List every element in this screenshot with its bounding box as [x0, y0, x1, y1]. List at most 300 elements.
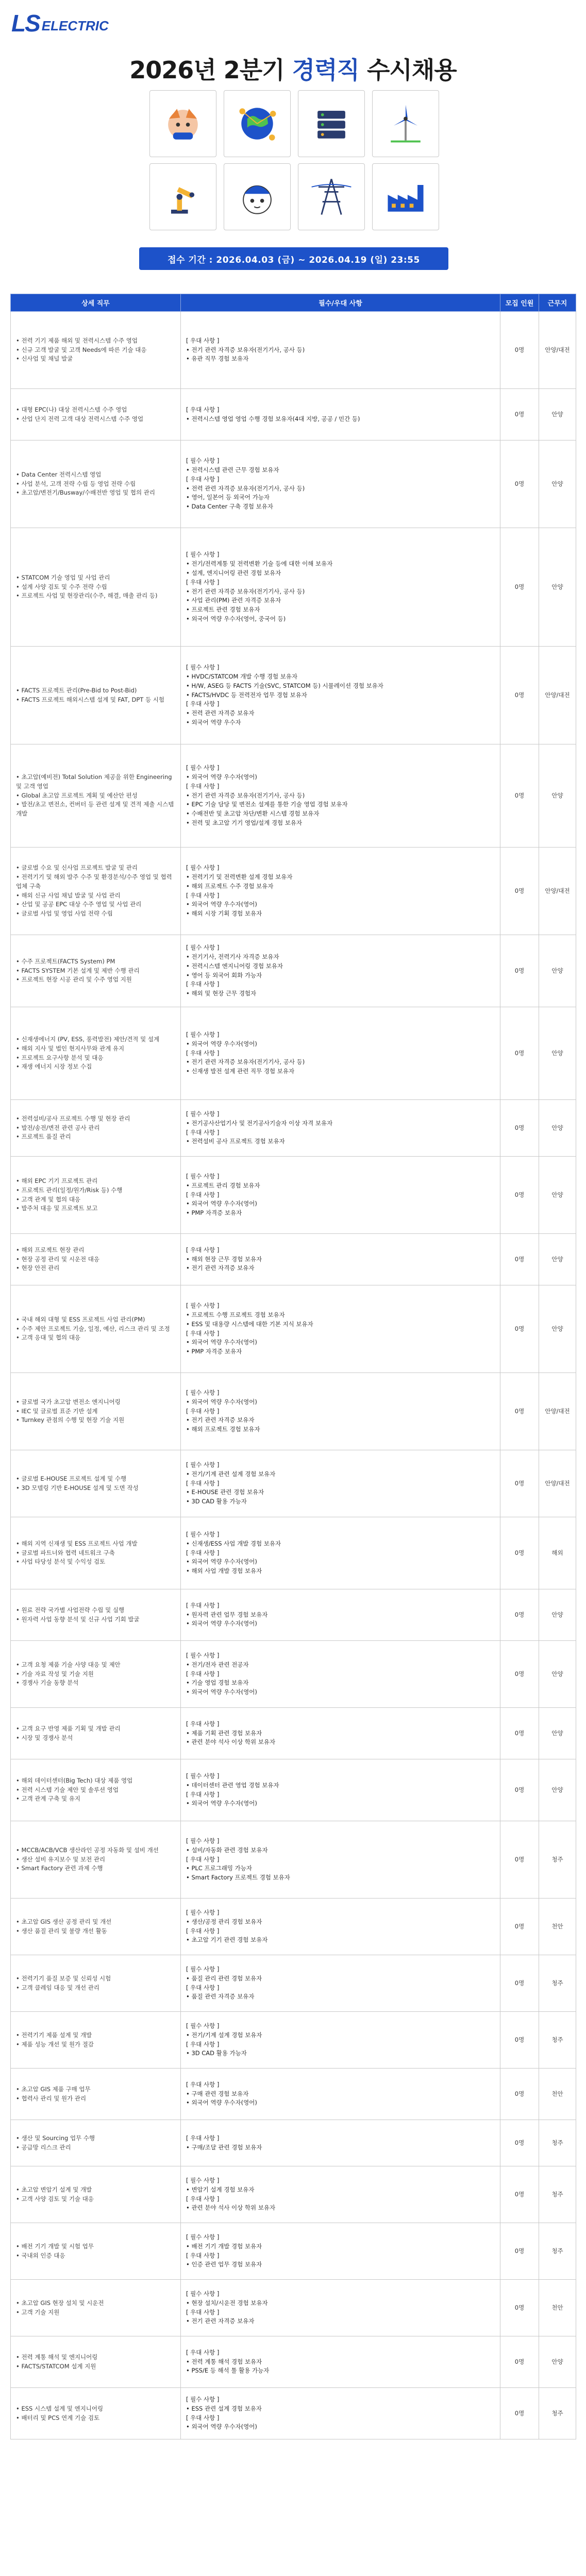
requirement-item: • 관련 분야 석사 이상 학위 보유자: [186, 1738, 276, 1746]
table-row: [11, 2120, 576, 2166]
location-cell: 청주: [539, 2388, 576, 2439]
requirement-item: • 외국어 역량 우수자: [186, 719, 241, 726]
requirement-item: • 외국어 역량 우수자(영어): [186, 1800, 257, 1807]
requirement-item: • 외국어 역량 우수자(영어): [186, 1620, 257, 1628]
duty-item: • 제품 성능 개선 및 원가 절감: [16, 2040, 94, 2048]
duty-item: • 발전/송전/변전 관련 공사 관리: [16, 1124, 100, 1131]
duty-item: • 원자력 사업 동향 분석 및 신규 사업 기회 발굴: [16, 1615, 140, 1623]
requirement-item: • 프로젝트 관련 경험 보유자: [186, 606, 260, 614]
requirement-item: • 인증 관련 업무 경험 보유자: [186, 2261, 262, 2268]
duty-item: • 전력 기기 제품 해외 및 전력시스템 수주 영업: [16, 336, 138, 344]
duty-item: • 프로젝트 현장 시공 관리 및 수주 영업 지원: [16, 976, 132, 984]
requirement-item: • 전기/전자 관련 전공자: [186, 1660, 249, 1668]
duty-cell: [11, 389, 181, 440]
requirement-item: [ 필수 사항 ]: [186, 2233, 220, 2241]
requirement-item: [ 필수 사항 ]: [186, 1302, 220, 1310]
duty-item: • 해외 데이터센터(Big Tech) 대상 제품 영업: [16, 1776, 133, 1784]
requirement-item: [ 필수 사항 ]: [186, 1461, 220, 1468]
requirement-item: [ 우대 사항 ]: [186, 1601, 220, 1609]
count-cell: 0명: [500, 1450, 539, 1517]
requirement-item: • 전력 관련 자격증 보유자(전기기사, 공사 등): [186, 484, 305, 492]
requirement-item: [ 우대 사항 ]: [186, 1927, 220, 1935]
location-cell: 안양: [539, 1589, 576, 1641]
duty-item: • 고객 요구 반영 제품 기획 및 개발 관리: [16, 1724, 121, 1732]
requirement-item: [ 필수 사항 ]: [186, 944, 220, 952]
requirement-cell: [181, 647, 500, 744]
character-helmet-icon: [224, 163, 291, 230]
requirement-item: • 외국어 역량 우수자(영어): [186, 2099, 257, 2107]
duty-cell: [11, 1589, 181, 1641]
location-cell: 청주: [539, 1955, 576, 2012]
requirement-cell: [181, 848, 500, 935]
duty-item: • 글로벌 사업 및 영업 사업 전략 수립: [16, 910, 113, 918]
duty-cell: [11, 1373, 181, 1450]
count-cell: 0명: [500, 1007, 539, 1100]
requirement-item: • 생산/공정 관리 경험 보유자: [186, 1918, 262, 1925]
requirement-item: • 전기/기계 관련 설계 경험 보유자: [186, 1470, 276, 1478]
duty-item: • 수주 제안 프로젝트 기술, 일정, 예산, 리스크 관리 및 조정: [16, 1325, 170, 1332]
duty-item: • FACTS SYSTEM 기본 설계 및 제반 수행 관리: [16, 967, 140, 974]
table-row: [11, 389, 576, 440]
requirement-cell: [181, 1450, 500, 1517]
duty-cell: [11, 1100, 181, 1157]
requirement-cell: [181, 1759, 500, 1821]
header-count: 모집 인원: [500, 294, 539, 312]
location-cell: 안양: [539, 1285, 576, 1373]
duty-cell: [11, 2280, 181, 2336]
count-cell: 0명: [500, 2388, 539, 2439]
count-cell: 0명: [500, 1234, 539, 1285]
count-cell: 0명: [500, 389, 539, 440]
count-cell: 0명: [500, 2280, 539, 2336]
location-cell: 안양: [539, 2336, 576, 2388]
duty-item: • Global 초고압 프로젝트 계획 및 예산안 편성: [16, 791, 138, 799]
requirement-item: • 설비/자동화 관련 경험 보유자: [186, 1846, 268, 1854]
requirement-item: [ 우대 사항 ]: [186, 1670, 220, 1677]
requirement-item: • 전력시스템 엔지니어링 경험 보유자: [186, 962, 283, 970]
requirement-item: [ 우대 사항 ]: [186, 2414, 220, 2421]
requirement-item: • 전력 및 초고압 기기 영업/설계 경험 보유자: [186, 819, 303, 827]
requirement-item: • 전력 계통 해석 경험 보유자: [186, 2358, 262, 2365]
duty-item: • 글로벌 국가 초고압 변전소 엔지니어링: [16, 1398, 121, 1405]
count-cell: 0명: [500, 935, 539, 1007]
table-row: [11, 1517, 576, 1589]
requirement-item: • 전기 관련 자격증 보유자(전기기사, 공사 등): [186, 587, 305, 595]
requirement-cell: [181, 2388, 500, 2439]
requirement-item: • PMP 자격증 보유자: [186, 1209, 242, 1217]
count-cell: 0명: [500, 2012, 539, 2069]
duty-item: • 신재생에너지 (PV, ESS, 풍력발전) 제안/견적 및 설계: [16, 1035, 160, 1043]
duty-item: • 초고압 변압기 설계 및 개발: [16, 2185, 92, 2193]
table-row: [11, 2223, 576, 2280]
duty-item: • 프로젝트 요구사항 분석 및 대응: [16, 1054, 104, 1061]
requirement-item: • EPC 기술 담당 및 변전소 설계를 통한 기술 영업 경험 보유자: [186, 801, 348, 808]
requirement-item: [ 필수 사항 ]: [186, 764, 220, 772]
requirement-cell: [181, 744, 500, 848]
table-row: [11, 2012, 576, 2069]
requirement-item: [ 우대 사항 ]: [186, 2195, 220, 2202]
count-cell: 0명: [500, 1157, 539, 1234]
requirement-cell: [181, 312, 500, 389]
duty-item: • 생산 품질 관리 및 불량 개선 활동: [16, 1927, 107, 1935]
location-cell: 안양/대전: [539, 848, 576, 935]
requirement-cell: [181, 2280, 500, 2336]
requirement-item: • 구매 관련 경험 보유자: [186, 2090, 249, 2097]
requirement-item: • 외국어 역량 우수자(영어, 중국어 등): [186, 615, 286, 622]
requirement-item: • 전기/전력계통 및 전력변환 기술 등에 대한 이해 보유자: [186, 560, 333, 568]
duty-cell: [11, 2223, 181, 2280]
table-row: [11, 528, 576, 647]
requirement-item: • 제품 기획 관련 경험 보유자: [186, 1729, 262, 1737]
duty-item: • 해외 지역 신재생 및 ESS 프로젝트 사업 개발: [16, 1539, 138, 1547]
requirement-cell: [181, 2120, 500, 2166]
table-row: [11, 2166, 576, 2223]
duty-cell: [11, 1955, 181, 2012]
duty-item: • 수주 프로젝트(FACTS System) PM: [16, 957, 115, 965]
count-cell: 0명: [500, 1821, 539, 1899]
requirement-item: • E-HOUSE 관련 경험 보유자: [186, 1488, 264, 1496]
requirement-item: • 외국어 역량 우수자(영어): [186, 773, 257, 781]
requirement-item: [ 우대 사항 ]: [186, 1191, 220, 1198]
duty-item: • MCCB/ACB/VCB 생산라인 공정 자동화 및 설비 개선: [16, 1846, 159, 1854]
duty-cell: [11, 1157, 181, 1234]
duty-cell: [11, 1285, 181, 1373]
duty-item: • 국내외 인증 대응: [16, 2251, 65, 2259]
requirement-item: • ESS 및 대용량 시스템에 대한 기본 지식 보유자: [186, 1320, 313, 1328]
location-cell: 안양: [539, 1100, 576, 1157]
requirement-item: [ 필수 사항 ]: [186, 664, 220, 671]
duty-item: • 고객 클레임 대응 및 개선 관리: [16, 1984, 100, 1991]
duty-cell: [11, 2120, 181, 2166]
duty-cell: [11, 2012, 181, 2069]
duty-item: • 신규 고객 발굴 및 고객 Needs에 따른 기술 대응: [16, 346, 147, 353]
business-icon-grid: [149, 90, 438, 230]
requirement-item: • 영어, 일본어 등 외국어 가능자: [186, 494, 270, 501]
location-cell: 안양: [539, 389, 576, 440]
requirement-item: • 배전 기기 개발 경험 보유자: [186, 2242, 262, 2250]
table-row: [11, 312, 576, 389]
table-row: [11, 1234, 576, 1285]
requirement-item: [ 우대 사항 ]: [186, 1790, 220, 1798]
location-cell: 천안: [539, 2069, 576, 2120]
count-cell: 0명: [500, 528, 539, 647]
header-requirements: 필수/우대 사항: [181, 294, 500, 312]
requirement-item: • 해외 사업 개발 경험 보유자: [186, 1567, 262, 1575]
location-cell: 청주: [539, 1821, 576, 1899]
duty-item: • 국내 해외 대형 및 ESS 프로젝트 사업 관리(PM): [16, 1315, 145, 1323]
requirement-item: • PSS/E 등 해석 툴 활용 가능자: [186, 2367, 270, 2375]
duty-item: • 현장 안전 관리: [16, 1264, 60, 1272]
requirement-item: • 외국어 역량 우수자(영어): [186, 1338, 257, 1346]
duty-item: • 시장 및 경쟁사 분석: [16, 1734, 73, 1741]
duty-item: • 초고압 GIS 제품 구매 업무: [16, 2085, 91, 2093]
requirement-cell: [181, 440, 500, 528]
requirement-item: [ 필수 사항 ]: [186, 2290, 220, 2297]
job-table: [10, 294, 576, 2439]
duty-item: • 전력 시스템 기술 제안 및 솔루션 영업: [16, 1786, 119, 1793]
requirement-item: • 전기 관련 자격증 보유자(전기기사, 공사 등): [186, 1058, 305, 1066]
duty-item: • 초고압/변전기/Busway/수배전반 영업 및 협의 관리: [16, 489, 155, 497]
requirement-item: • 3D CAD 활용 가능자: [186, 1498, 247, 1505]
duty-item: • 산업 단지 전력 고객 대상 전력시스템 수주 영업: [16, 415, 144, 422]
requirement-item: • 전기 관련 자격증 보유자: [186, 1416, 255, 1424]
power-tower-icon: [298, 163, 365, 230]
count-cell: 0명: [500, 1708, 539, 1759]
header-duty: 상세 직무: [11, 294, 181, 312]
table-row: [11, 1759, 576, 1821]
duty-item: • FACTS/STATCOM 설계 지원: [16, 2362, 96, 2370]
duty-cell: [11, 1517, 181, 1589]
duty-item: • 사업 타당성 분석 및 수익성 검토: [16, 1558, 106, 1566]
location-cell: 안양: [539, 1234, 576, 1285]
count-cell: 0명: [500, 1373, 539, 1450]
duty-item: • 경쟁사 기술 동향 분석: [16, 1679, 79, 1687]
table-row: [11, 744, 576, 848]
count-cell: 0명: [500, 1641, 539, 1708]
duty-item: • 배터리 및 PCS 연계 기술 검토: [16, 2414, 100, 2421]
requirement-item: • FACTS/HVDC 등 전력전자 업무 경험 보유자: [186, 691, 307, 699]
requirement-item: • 전력시스템 관련 근무 경험 보유자: [186, 466, 279, 473]
count-cell: 0명: [500, 2120, 539, 2166]
location-cell: 안양: [539, 1157, 576, 1234]
count-cell: 0명: [500, 312, 539, 389]
table-row: [11, 440, 576, 528]
ls-electric-logo: LS ELECTRIC: [11, 10, 109, 37]
requirement-item: • 수배전반 및 초고압 차단/변환 시스템 경험 보유자: [186, 810, 320, 818]
duty-cell: [11, 312, 181, 389]
duty-item: • 협력사 관리 및 원가 관리: [16, 2094, 87, 2102]
duty-cell: [11, 2336, 181, 2388]
duty-item: • 발주처 대응 및 프로젝트 보고: [16, 1205, 98, 1212]
requirement-item: [ 필수 사항 ]: [186, 1965, 220, 1973]
requirement-item: • 전기 관련 자격증 보유자: [186, 1264, 255, 1272]
duty-cell: [11, 1899, 181, 1955]
requirement-cell: [181, 1899, 500, 1955]
duty-item: • 전력 계통 해석 및 엔지니어링: [16, 2353, 98, 2361]
requirement-cell: [181, 2012, 500, 2069]
location-cell: 청주: [539, 2223, 576, 2280]
duty-item: • 원료 전략 국가별 사업전략 수립 및 실행: [16, 1606, 125, 1614]
location-cell: 안양/대전: [539, 647, 576, 744]
requirement-cell: [181, 1641, 500, 1708]
count-cell: 0명: [500, 1899, 539, 1955]
duty-item: • 초고압 GIS 현장 설치 및 시운전: [16, 2299, 104, 2307]
duty-cell: [11, 440, 181, 528]
requirement-cell: [181, 935, 500, 1007]
requirement-item: • 해외 프로젝트 수주 경험 보유자: [186, 882, 274, 890]
location-cell: 안양: [539, 1708, 576, 1759]
requirement-item: • 해외 프로젝트 경험 보유자: [186, 1426, 260, 1433]
requirement-item: [ 우대 사항 ]: [186, 782, 220, 790]
requirement-cell: [181, 2336, 500, 2388]
requirement-cell: [181, 1708, 500, 1759]
requirement-item: • 전력 관련 자격증 보유자: [186, 709, 255, 717]
requirement-item: • 초고압 기기 관련 경험 보유자: [186, 1936, 268, 1944]
duty-item: • 고객 응대 및 협의 대응: [16, 1334, 81, 1342]
duty-item: • 현장 공정 관리 및 시운전 대응: [16, 1255, 100, 1263]
requirement-item: • 현장 설치/시운전 경험 보유자: [186, 2299, 268, 2307]
table-row: [11, 1157, 576, 1234]
requirement-item: [ 필수 사항 ]: [186, 1772, 220, 1780]
duty-cell: [11, 2388, 181, 2439]
requirement-item: [ 우대 사항 ]: [186, 1549, 220, 1556]
count-cell: 0명: [500, 1517, 539, 1589]
requirement-item: [ 필수 사항 ]: [186, 1530, 220, 1538]
requirement-item: [ 우대 사항 ]: [186, 2040, 220, 2048]
duty-item: • 초고압(예비전) Total Solution 제공을 위한 Engineering 및 고객 영업: [16, 773, 172, 790]
table-header-row: [11, 294, 576, 312]
requirement-item: [ 우대 사항 ]: [186, 2308, 220, 2316]
duty-item: • 해외 프로젝트 현장 관리: [16, 1246, 85, 1253]
requirement-item: • 외국어 역량 우수자(영어): [186, 2423, 257, 2431]
requirement-item: [ 필수 사항 ]: [186, 1172, 220, 1180]
duty-item: • 산업 및 공공 EPC 대상 수주 영업 및 사업 관리: [16, 901, 142, 908]
requirement-item: [ 필수 사항 ]: [186, 1908, 220, 1916]
duty-item: • 고객 사양 검토 및 기술 대응: [16, 2195, 94, 2202]
location-cell: 안양/대전: [539, 312, 576, 389]
location-cell: 안양: [539, 935, 576, 1007]
duty-item: • 전력기기 및 해외 발주 수주 및 환경분석/수주 영업 및 협력 업체 구축: [16, 873, 172, 890]
duty-item: • 3D 모델링 기반 E-HOUSE 설계 및 도면 작성: [16, 1484, 139, 1492]
duty-item: • 해외 EPC 기기 프로젝트 관리: [16, 1177, 98, 1184]
location-cell: 안양: [539, 440, 576, 528]
requirement-cell: [181, 1373, 500, 1450]
requirement-cell: [181, 2223, 500, 2280]
duty-cell: [11, 647, 181, 744]
table-row: [11, 1450, 576, 1517]
location-cell: 안양: [539, 528, 576, 647]
count-cell: 0명: [500, 440, 539, 528]
requirement-item: [ 우대 사항 ]: [186, 2348, 220, 2356]
duty-item: • 글로벌 파트너와 협력 네트워크 구축: [16, 1549, 115, 1556]
table-row: [11, 848, 576, 935]
table-row: [11, 2388, 576, 2439]
duty-item: • 신사업 및 채널 발굴: [16, 355, 73, 363]
requirement-item: [ 우대 사항 ]: [186, 1984, 220, 1991]
requirement-item: [ 우대 사항 ]: [186, 1720, 220, 1727]
requirement-item: • 전기 관련 자격증 보유자(전기기사, 공사 등): [186, 791, 305, 799]
requirement-item: • 변압기 설계 경험 보유자: [186, 2185, 255, 2193]
requirement-item: • 신재생/ESS 사업 개발 경험 보유자: [186, 1539, 281, 1547]
requirement-item: [ 우대 사항 ]: [186, 1128, 220, 1136]
requirement-item: • 영어 등 외국어 회화 가능자: [186, 971, 262, 979]
requirement-cell: [181, 389, 500, 440]
factory-icon: [372, 163, 439, 230]
duty-item: • 고객 기술 지원: [16, 2308, 60, 2316]
duty-item: • 대형 EPC(나) 대상 전력시스템 수주 영업: [16, 405, 127, 413]
requirement-item: • 전력시스템 영업 영업 수행 경험 보유자(4대 지방, 공공 / 민간 등): [186, 415, 360, 422]
requirement-item: • Smart Factory 프로젝트 경험 보유자: [186, 1874, 290, 1882]
requirement-item: • 전기공사산업기사 및 전기공사기술자 이상 자격 보유자: [186, 1119, 333, 1127]
location-cell: 해외: [539, 1517, 576, 1589]
requirement-item: [ 우대 사항 ]: [186, 1855, 220, 1863]
duty-cell: [11, 1821, 181, 1899]
duty-cell: [11, 744, 181, 848]
requirement-item: [ 필수 사항 ]: [186, 1388, 220, 1396]
duty-item: • FACTS 프로젝트 관리(Pre-Bid to Post-Bid): [16, 686, 137, 694]
duty-item: • 해외 신규 사업 채널 발굴 및 사업 관리: [16, 891, 121, 899]
header-location: 근무지: [539, 294, 576, 312]
location-cell: 청주: [539, 2120, 576, 2166]
requirement-item: • 전기기사, 전력기사 자격증 보유자: [186, 953, 279, 960]
count-cell: 0명: [500, 2069, 539, 2120]
duty-item: • 초고압 GIS 생산 공정 관리 및 개선: [16, 1918, 112, 1925]
duty-item: • 배전 기기 개발 및 시험 업무: [16, 2242, 94, 2250]
table-row: [11, 2336, 576, 2388]
requirement-cell: [181, 1517, 500, 1589]
requirement-item: [ 필수 사항 ]: [186, 2022, 220, 2029]
requirement-item: [ 필수 사항 ]: [186, 2176, 220, 2184]
requirement-item: • Data Center 구축 경험 보유자: [186, 503, 273, 511]
requirement-cell: [181, 1007, 500, 1100]
requirement-item: [ 우대 사항 ]: [186, 1479, 220, 1487]
requirement-cell: [181, 1821, 500, 1899]
requirement-item: [ 필수 사항 ]: [186, 551, 220, 558]
page-title: 2026년 2분기 경력직 수시채용: [129, 56, 457, 84]
duty-item: • 프로젝트 품질 관리: [16, 1133, 71, 1141]
requirement-item: [ 우대 사항 ]: [186, 700, 220, 708]
requirement-item: • 프로젝트 관리 경험 보유자: [186, 1181, 260, 1189]
requirement-item: • 외국어 역량 우수자(영어): [186, 1200, 257, 1208]
requirement-item: [ 우대 사항 ]: [186, 336, 220, 344]
requirement-item: • 외국어 역량 우수자(영어): [186, 1398, 257, 1405]
requirement-item: • 외국어 역량 우수자(영어): [186, 1558, 257, 1566]
globe-connections-icon: [224, 90, 291, 157]
table-row: [11, 1641, 576, 1708]
location-cell: 안양: [539, 1641, 576, 1708]
location-cell: 청주: [539, 2012, 576, 2069]
duty-item: • 재생 에너지 시장 정보 수집: [16, 1063, 92, 1071]
duty-item: • 프로젝트 사업 및 현장관리(수주, 해결, 매출 관리 등): [16, 592, 158, 600]
duty-cell: [11, 1759, 181, 1821]
requirement-item: [ 필수 사항 ]: [186, 1837, 220, 1844]
requirement-item: • HVDC/STATCOM 개발 수행 경험 보유자: [186, 672, 298, 680]
duty-cell: [11, 2069, 181, 2120]
duty-item: • STATCOM 기술 영업 및 사업 관리: [16, 573, 110, 581]
location-cell: 천안: [539, 2280, 576, 2336]
table-row: [11, 1373, 576, 1450]
location-cell: 안양/대전: [539, 1450, 576, 1517]
requirement-item: • 유관 직무 경험 보유자: [186, 355, 249, 363]
count-cell: 0명: [500, 647, 539, 744]
table-row: [11, 1821, 576, 1899]
count-cell: 0명: [500, 2336, 539, 2388]
requirement-cell: [181, 528, 500, 647]
duty-item: • 전력설비/공사 프로젝트 수행 및 현장 관리: [16, 1114, 130, 1122]
count-cell: 0명: [500, 1285, 539, 1373]
requirement-item: [ 우대 사항 ]: [186, 1329, 220, 1337]
duty-item: • 발전/초고 변전소, 컨버터 등 관련 설계 및 견적 제출 시스템 개발: [16, 801, 174, 818]
location-cell: 안양: [539, 744, 576, 848]
requirement-cell: [181, 1955, 500, 2012]
requirement-item: • 전력설비 공사 프로젝트 경험 보유자: [186, 1138, 285, 1145]
location-cell: 안양/대전: [539, 1373, 576, 1450]
requirement-item: • 전기/기계 설계 경험 보유자: [186, 2031, 262, 2039]
table-row: [11, 1007, 576, 1100]
requirement-item: [ 필수 사항 ]: [186, 2395, 220, 2403]
requirement-item: [ 우대 사항 ]: [186, 1049, 220, 1057]
requirement-cell: [181, 2166, 500, 2223]
wind-turbine-icon: [372, 90, 439, 157]
duty-cell: [11, 1641, 181, 1708]
requirement-item: [ 필수 사항 ]: [186, 1110, 220, 1117]
requirement-item: • 프로젝트 수행 프로젝트 경험 보유자: [186, 1311, 285, 1318]
requirement-item: • 설계, 엔지니어링 관련 경험 보유자: [186, 569, 281, 577]
requirement-cell: [181, 1157, 500, 1234]
requirement-item: • ESS 관련 설계 경험 보유자: [186, 2404, 262, 2412]
duty-cell: [11, 935, 181, 1007]
requirement-item: • 데이터센터 관련 영업 경험 보유자: [186, 1781, 279, 1789]
